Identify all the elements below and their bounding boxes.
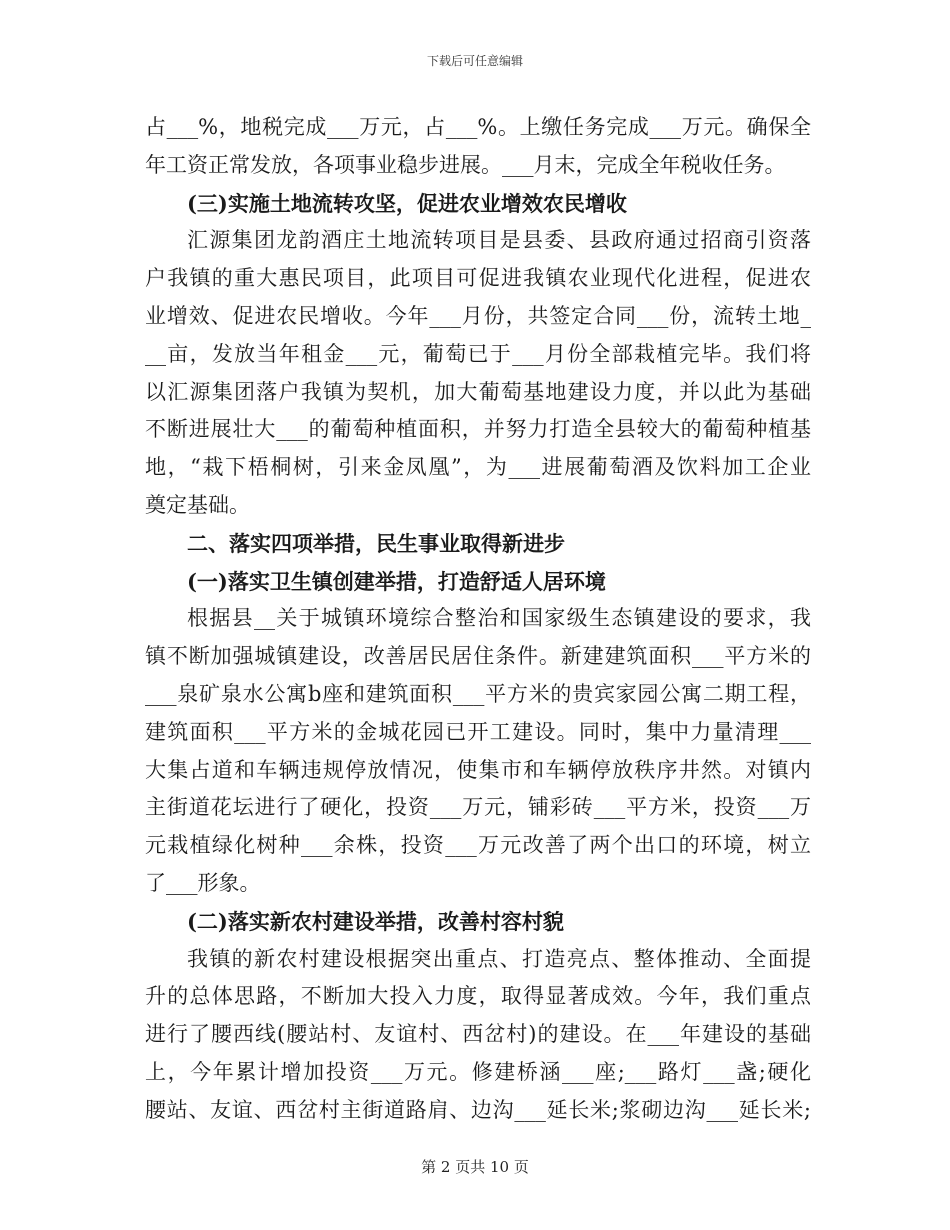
text-line: __亩，发放当年租金___元，葡萄已于___月份全部栽植完毕。我们将 (145, 341, 811, 366)
text-line: 我镇的新农村建设根据突出重点、打造亮点、整体推动、全面提 (187, 946, 811, 971)
text-line: 大集占道和车辆违规停放情况，使集市和车辆停放秩序井然。对镇内 (145, 757, 811, 782)
text-line: 主街道花坛进行了硬化，投资___万元，铺彩砖___平方米，投资___万 (145, 795, 811, 820)
text-line: 元栽植绿化树种___余株，投资___万元改善了两个出口的环境，树立 (145, 833, 811, 858)
section-heading: (三)实施土地流转攻坚，促进农业增效农民增收 (187, 190, 627, 216)
text-line: 户我镇的重大惠民项目，此项目可促进我镇农业现代化进程，促进农 (145, 266, 811, 291)
text-line: 了___形象。 (145, 870, 261, 895)
text-line: 腰站、友谊、西岔村主街道路肩、边沟___延长米;浆砌边沟___延长米; (145, 1097, 811, 1122)
page-header: 下载后可任意编辑 (426, 54, 523, 68)
text-line: 以汇源集团落户我镇为契机，加大葡萄基地建设力度，并以此为基础 (145, 379, 811, 404)
text-line: 不断进展壮大___的葡萄种植面积，并努力打造全县较大的葡萄种植基 (145, 417, 811, 442)
text-line: 汇源集团龙韵酒庄土地流转项目是县委、县政府通过招商引资落 (187, 228, 811, 253)
document-body (145, 109, 811, 1130)
text-line: 根据县__关于城镇环境综合整治和国家级生态镇建设的要求，我 (187, 606, 811, 631)
text-line: 升的总体思路，不断加大投入力度，取得显著成效。今年，我们重点 (145, 984, 811, 1009)
text-line: 年工资正常发放，各项事业稳步进展。___月末，完成全年税收任务。 (145, 152, 786, 177)
text-line: 镇不断加强城镇建设，改善居民居住条件。新建建筑面积___平方米的 (145, 644, 811, 669)
text-line: 占___%，地税完成___万元，占___%。上缴任务完成___万元。确保全 (145, 115, 811, 139)
text-line: 进行了腰西线(腰站村、友谊村、西岔村)的建设。在___年建设的基础 (145, 1022, 811, 1047)
text-line: 上，今年累计增加投资___万元。修建桥涵___座;___路灯___盏;硬化 (145, 1059, 811, 1084)
text-line: 业增效、促进农民增收。今年___月份，共签定合同___份，流转土地_ (145, 303, 811, 328)
section-heading: 二、落实四项举措，民生事业取得新进步 (187, 530, 565, 556)
text-line: ___泉矿泉水公寓b座和建筑面积___平方米的贵宾家园公寓二期工程， (145, 681, 811, 706)
text-line: 奠定基础。 (145, 492, 250, 517)
text-line: 地，“栽下梧桐树，引来金凤凰”，为___进展葡萄酒及饮料加工企业 (145, 455, 811, 480)
section-heading: (二)落实新农村建设举措，改善村容村貌 (187, 908, 564, 934)
page-footer: 第 2 页共 10 页 (421, 1158, 529, 1176)
section-heading: (一)落实卫生镇创建举措，打造舒适人居环境 (187, 568, 606, 594)
text-line: 建筑面积___平方米的金城花园已开工建设。同时，集中力量清理___ (145, 719, 811, 744)
